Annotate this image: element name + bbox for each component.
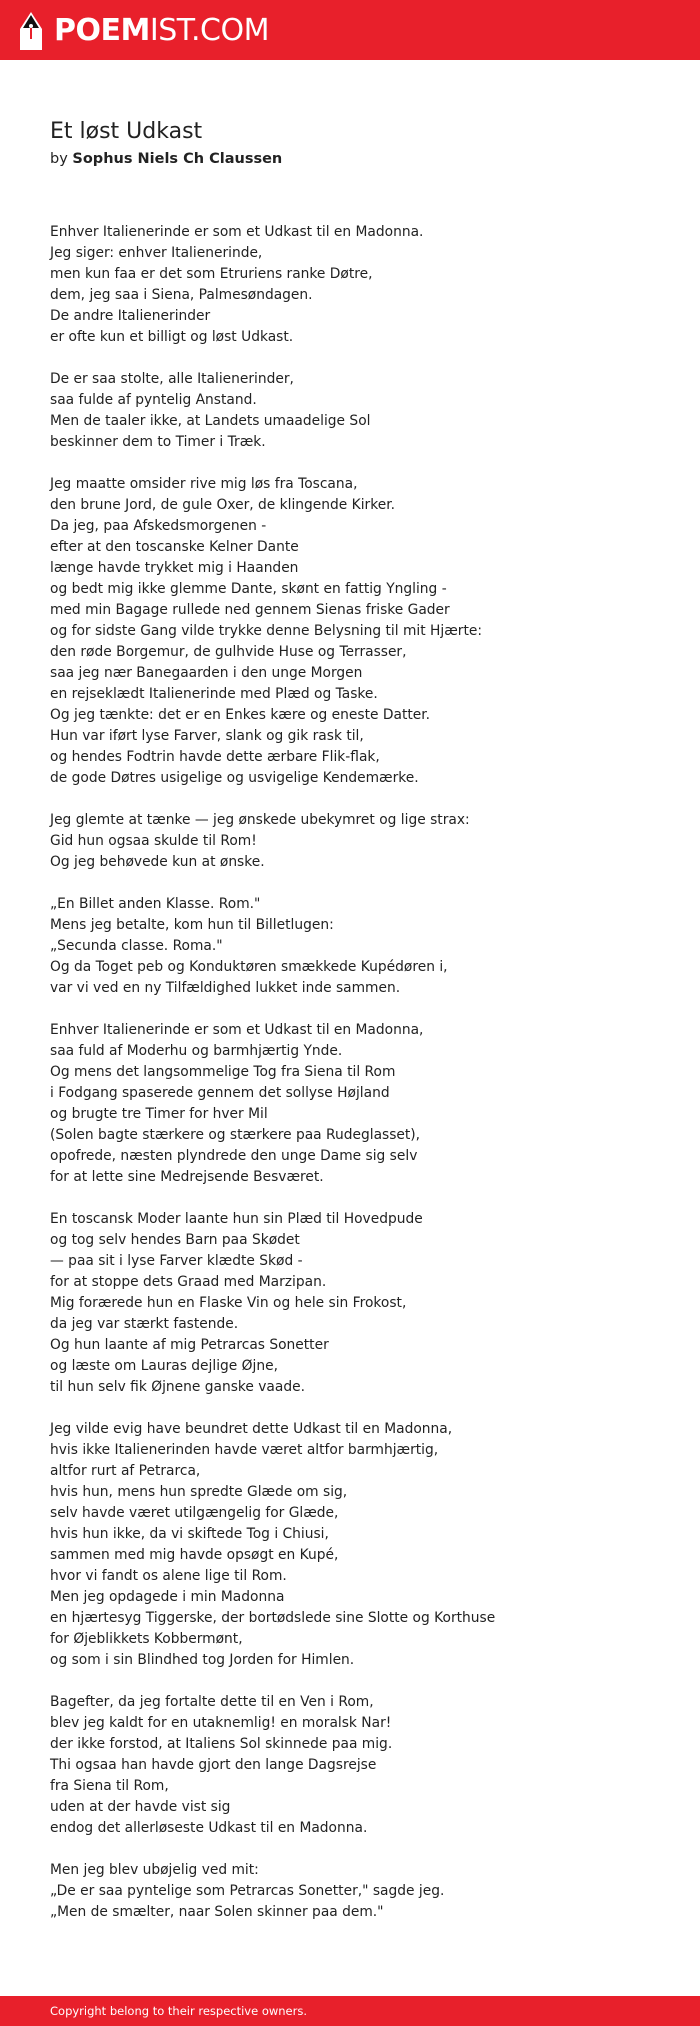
poem-byline: [50, 149, 670, 169]
poem-line: og brugte tre Timer for hver Mil: [50, 1106, 268, 1122]
poem-line: Men de taaler ikke, at Landets umaadelige Sol: [50, 413, 371, 429]
poem-line: saa fulde af pyntelig Anstand.: [50, 392, 257, 408]
poem-line: opofrede, næsten plyndrede den unge Dame sig selv: [50, 1148, 418, 1164]
poem-line: sammen med mig havde opsøgt en Kupé,: [50, 1547, 339, 1563]
poem-line: den røde Borgemur, de gulhvide Huse og Terrasser,: [50, 644, 407, 660]
poem-line: De er saa stolte, alle Italienerinder,: [50, 371, 294, 387]
poem-line: og hendes Fodtrin havde dette ærbare Flik-flak,: [50, 749, 380, 765]
poem-line: „De er saa pyntelige som Petrarcas Sonetter," sagde jeg.: [50, 1883, 445, 1899]
poem-line: Jeg maatte omsider rive mig løs fra Toscana,: [50, 476, 358, 492]
poem-line: var vi ved en ny Tilfældighed lukket inde sammen.: [50, 980, 401, 996]
poem-line: dem, jeg saa i Siena, Palmesøndagen.: [50, 287, 313, 303]
poem-line: Bagefter, da jeg fortalte dette til en Ven i Rom,: [50, 1694, 374, 1710]
poem-line: med min Bagage rullede ned gennem Sienas friske Gader: [50, 602, 450, 618]
site-footer: [0, 1996, 700, 2026]
copyright-notice: Copyright belong to their respective owners.: [50, 2004, 308, 2018]
poem-line: men kun faa er det som Etruriens ranke Døtre,: [50, 266, 373, 282]
site-logo-text: [54, 13, 269, 49]
site-logo-link[interactable]: [18, 11, 269, 51]
poem-line: „Secunda classe. Roma.": [50, 938, 223, 954]
poem-line: Gid hun ogsaa skulde til Rom!: [50, 833, 257, 849]
poem-line: og tog selv hendes Barn paa Skødet: [50, 1232, 300, 1248]
poem-line: og for sidste Gang vilde trykke denne Belysning til mit Hjærte:: [50, 623, 483, 639]
poem-stanza: [50, 1020, 670, 1188]
poem-line: altfor rurt af Petrarca,: [50, 1463, 201, 1479]
poem-line: Thi ogsaa han havde gjort den lange Dagsrejse: [50, 1757, 377, 1773]
poem-line: „Men de smælter, naar Solen skinner paa dem.": [50, 1904, 384, 1920]
poem-line: hvis hun, mens hun spredte Glæde om sig,: [50, 1484, 348, 1500]
poem-stanza: [50, 1860, 670, 1923]
poem-line: Jeg glemte at tænke — jeg ønskede ubekymret og lige strax:: [50, 812, 470, 828]
poem-line: endog det allerløseste Udkast til en Madonna.: [50, 1820, 368, 1836]
poem-line: i Fodgang spaserede gennem det sollyse Højland: [50, 1085, 390, 1101]
poem-line: fra Siena til Rom,: [50, 1778, 169, 1794]
poem-line: Hun var iført lyse Farver, slank og gik rask til,: [50, 728, 364, 744]
poem-line: der ikke forstod, at Italiens Sol skinnede paa mig.: [50, 1736, 393, 1752]
poem-stanza: [50, 894, 670, 999]
poem-line: selv havde været utilgængelig for Glæde,: [50, 1505, 339, 1521]
author-link[interactable]: Sophus Niels Ch Claussen: [72, 151, 283, 167]
poem-line: Og jeg behøvede kun at ønske.: [50, 854, 265, 870]
poem-stanza: [50, 810, 670, 873]
poem-line: en hjærtesyg Tiggerske, der bortødslede sine Slotte og Korthuse: [50, 1610, 496, 1626]
poem-line: blev jeg kaldt for en utaknemlig! en moralsk Nar!: [50, 1715, 392, 1731]
poem-line: og læste om Lauras dejlige Øjne,: [50, 1358, 278, 1374]
poem-content: [50, 118, 670, 1944]
poem-line: hvis hun ikke, da vi skiftede Tog i Chiusi,: [50, 1526, 329, 1542]
poem-line: hvor vi fandt os alene lige til Rom.: [50, 1568, 287, 1584]
poem-body: [50, 222, 670, 1923]
poem-line: Mens jeg betalte, kom hun til Billetlugen:: [50, 917, 334, 933]
poem-title: Et løst Udkast: [50, 119, 203, 144]
poem-line: og bedt mig ikke glemme Dante, skønt en fattig Yngling -: [50, 581, 447, 597]
poem-line: Og hun laante af mig Petrarcas Sonetter: [50, 1337, 329, 1353]
poem-line: for at lette sine Medrejsende Besværet.: [50, 1169, 324, 1185]
logo-text-bold: POEM: [54, 13, 150, 48]
poem-line: og som i sin Blindhed tog Jorden for Himlen.: [50, 1652, 355, 1668]
poem-line: den brune Jord, de gule Oxer, de klingende Kirker.: [50, 497, 395, 513]
poem-line: længe havde trykket mig i Haanden: [50, 560, 299, 576]
poem-stanza: [50, 222, 670, 348]
pen-nib-icon: [18, 11, 44, 51]
poem-stanza: [50, 474, 670, 789]
poem-line: Jeg vilde evig have beundret dette Udkast til en Madonna,: [50, 1421, 453, 1437]
poem-line: Da jeg, paa Afskedsmorgenen -: [50, 518, 267, 534]
poem-line: Og jeg tænkte: det er en Enkes kære og eneste Datter.: [50, 707, 431, 723]
poem-line: en rejseklædt Italienerinde med Plæd og Taske.: [50, 686, 378, 702]
poem-line: Mig forærede hun en Flaske Vin og hele sin Frokost,: [50, 1295, 407, 1311]
poem-line: hvis ikke Italienerinden havde været altfor barmhjærtig,: [50, 1442, 439, 1458]
poem-line: for Øjeblikkets Kobbermønt,: [50, 1631, 243, 1647]
poem-line: Og da Toget peb og Konduktøren smækkede Kupédøren i,: [50, 959, 448, 975]
poem-line: Men jeg blev ubøjelig ved mit:: [50, 1862, 259, 1878]
poem-stanza: [50, 369, 670, 453]
poem-line: for at stoppe dets Graad med Marzipan.: [50, 1274, 327, 1290]
poem-line: efter at den toscanske Kelner Dante: [50, 539, 299, 555]
logo-text-light: IST.COM: [149, 13, 269, 48]
poem-line: til hun selv fik Øjnene ganske vaade.: [50, 1379, 305, 1395]
poem-line: Men jeg opdagede i min Madonna: [50, 1589, 285, 1605]
by-label: by: [50, 151, 68, 167]
poem-line: „En Billet anden Klasse. Rom.": [50, 896, 261, 912]
poem-stanza: [50, 1692, 670, 1839]
poem-stanza: [50, 1419, 670, 1671]
poem-line: Enhver Italienerinde er som et Udkast til en Madonna.: [50, 224, 424, 240]
poem-line: beskinner dem to Timer i Træk.: [50, 434, 266, 450]
site-header: [0, 0, 700, 60]
poem-line: Enhver Italienerinde er som et Udkast til en Madonna,: [50, 1022, 424, 1038]
poem-line: uden at der havde vist sig: [50, 1799, 231, 1815]
poem-line: — paa sit i lyse Farver klædte Skød -: [50, 1253, 303, 1269]
poem-line: Og mens det langsommelige Tog fra Siena til Rom: [50, 1064, 396, 1080]
poem-line: er ofte kun et billigt og løst Udkast.: [50, 329, 294, 345]
poem-line: de gode Døtres usigelige og usvigelige Kendemærke.: [50, 770, 419, 786]
poem-line: En toscansk Moder laante hun sin Plæd til Hovedpude: [50, 1211, 423, 1227]
poem-stanza: [50, 1209, 670, 1398]
poem-line: (Solen bagte stærkere og stærkere paa Rudeglasset),: [50, 1127, 421, 1143]
poem-line: De andre Italienerinder: [50, 308, 211, 324]
poem-line: Jeg siger: enhver Italienerinde,: [50, 245, 263, 261]
poem-line: saa jeg nær Banegaarden i den unge Morgen: [50, 665, 363, 681]
poem-line: da jeg var stærkt fastende.: [50, 1316, 239, 1332]
poem-line: saa fuld af Moderhu og barmhjærtig Ynde.: [50, 1043, 343, 1059]
